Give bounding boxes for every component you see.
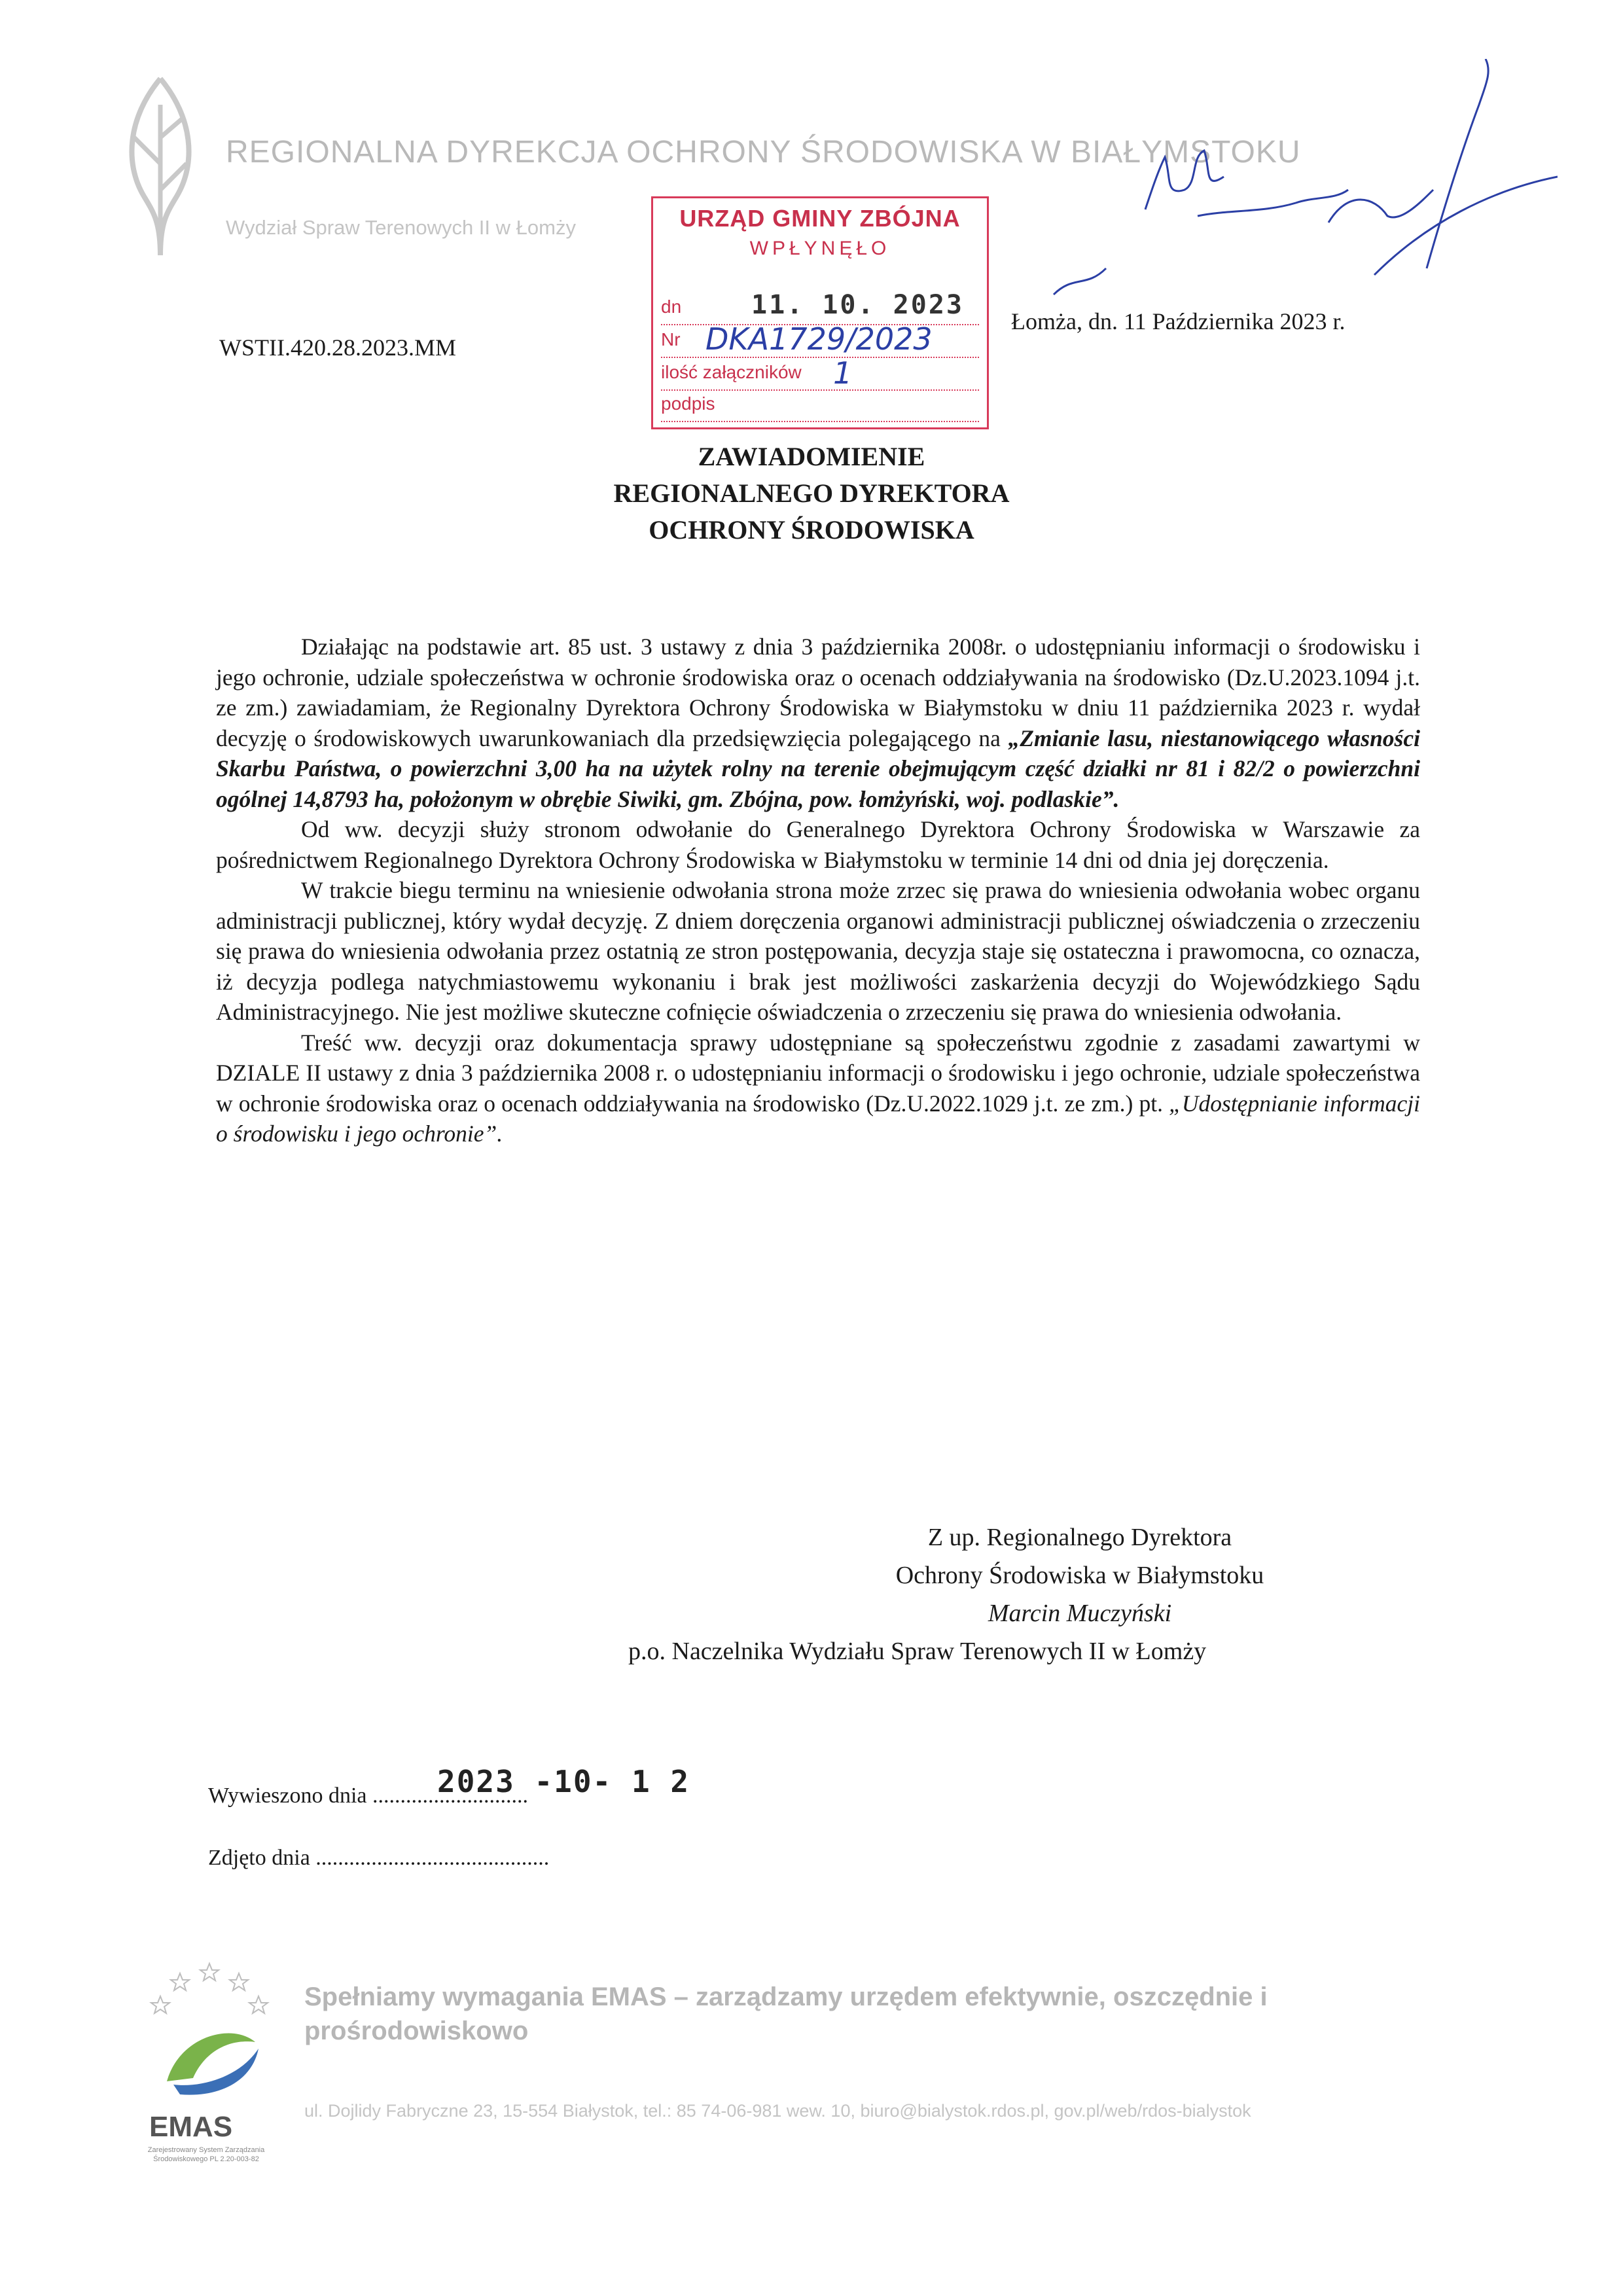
handwritten-annotation-icon (1034, 59, 1558, 334)
incoming-stamp (651, 196, 989, 429)
stamp-number-label: Nr (661, 329, 681, 350)
section-title: „Udostępnianie informacji o środowisku i jego ochronie”. (216, 1090, 1420, 1147)
reference-number: WSTII.420.28.2023.MM (219, 334, 456, 361)
place-and-date: Łomża, dn. 11 Października 2023 r. (1011, 308, 1346, 334)
removed-label: Zdjęto dnia .......................................... (208, 1846, 550, 1870)
posted-label: Wywieszono dnia ............................ (208, 1784, 528, 1808)
stamp-title: URZĄD GMINY ZBÓJNA (679, 205, 961, 232)
department-name: Wydział Spraw Terenowych II w Łomży (226, 216, 576, 239)
stamp-date-label: dn (661, 296, 682, 317)
paragraph-1-text: Działając na podstawie art. 85 ust. 3 ustawy z dnia 3 października 2008r. o udostępnianiu informacji o środowisku i jego ochronie, udziale społeczeństwa w ochronie środowiska oraz o ocenach oddziaływania na środowisko (Dz.U.2023.1094 j.t. ze zm.) zawiadamiam, że Regionalny Dyrektora Ochrony Środowiska w Białymstoku w dniu 11 października 2023 r. wydał decyzję o środowiskowych uwarunkowaniach dla przedsięwzięcia polegającego na (216, 634, 1420, 751)
stamp-received: WPŁYNĘŁO (749, 238, 891, 259)
signatory-position: p.o. Naczelnika Wydziału Spraw Terenowych II w Łomży (628, 1638, 1207, 1665)
project-description: „Zmianie lasu, niestanowiącego własności Skarbu Państwa, o powierzchni 3,00 ha na użytek rolny na terenie obejmującym część działki nr 81 i 82/2 o powierzchni ogólnej 14,8793 ha, położonym w obrębie Siwiki, gm. Zbójna, pow. łomżyński, woj. podlaskie”. (216, 725, 1420, 812)
signature-line-2: Ochrony Środowiska w Białymstoku (895, 1562, 1264, 1589)
stamp-attachments-row (661, 362, 979, 391)
paragraph-1 (216, 632, 1420, 814)
signatory-name: Marcin Muczyński (988, 1600, 1172, 1627)
emas-registration: Zarejestrowany System Zarządzania Środowiskowego PL 2.20-003-82 (147, 2146, 265, 2163)
stamp-number-value: DKA1729/2023 (705, 321, 933, 357)
paragraph-4 (216, 1028, 1420, 1149)
footer-slogan: Spełniamy wymagania EMAS – zarządzamy urzędem efektywnie, oszczędnie i prośrodowiskowo (304, 1982, 1268, 2045)
title-line-3: OCHRONY ŚRODOWISKA (649, 515, 974, 545)
title-line-1: ZAWIADOMIENIE (698, 442, 925, 471)
paragraph-3: W trakcie biegu terminu na wniesienie odwołania strona może zrzec się prawa do wniesienia odwołania wobec organu administracji publicznej, który wydał decyzję. Z dniem doręczenia organowi administracji publicznej oświadczenia o zrzeczeniu się prawa do wniesienia odwołania przez ostatnią ze stron postępowania, decyzja staje się ostateczna i prawomocna, co oznacza, iż decyzja podlega natychmiastowemu wykonaniu i brak jest możliwości zaskarżenia decyzji do Wojewódzkiego Sądu Administracyjnego. Nie jest możliwe skuteczne cofnięcie oświadczenia o zrzeczeniu się prawa do wniesienia odwołania. (216, 877, 1420, 1025)
posted-date-stamp: 2023 -10- 1 2 (437, 1764, 690, 1799)
emas-label: EMAS (149, 2111, 233, 2143)
document-title (0, 439, 1623, 548)
signature-line-1: Z up. Regionalnego Dyrektora (927, 1524, 1232, 1551)
stamp-attachments-value: 1 (833, 355, 853, 391)
rdos-leaf-logo-icon (115, 65, 206, 262)
paragraph-2: Od ww. decyzji służy stronom odwołanie do Generalnego Dyrektora Ochrony Środowiska w Warszawie za pośrednictwem Regionalnego Dyrektora Ochrony Środowiska w Białymstoku w terminie 14 dni od dnia jej doręczenia. (216, 816, 1420, 873)
signature-block (628, 1518, 1440, 1670)
document-body (216, 632, 1420, 1149)
stamp-attachments-label: ilość załączników (661, 362, 802, 382)
stamp-date-value: 11. 10. 2023 (751, 290, 964, 320)
title-line-2: REGIONALNEGO DYREKTORA (613, 478, 1010, 508)
footer-address: ul. Dojlidy Fabryczne 23, 15-554 Białystok, tel.: 85 74-06-981 wew. 10, biuro@bialystok.rdos.pl, gov.pl/web/rdos-bialystok (304, 2101, 1251, 2121)
stamp-signature-label: podpis (661, 393, 715, 414)
organization-name: REGIONALNA DYREKCJA OCHRONY ŚRODOWISKA W BIAŁYMSTOKU (226, 135, 1301, 170)
stamp-signature-row (661, 393, 979, 422)
paragraph-4-text: Treść ww. decyzji oraz dokumentacja sprawy udostępniane są społeczeństwu zgodnie z zasadami zawartymi w DZIALE II ustawy z dnia 3 października 2008 r. o udostępnianiu informacji o środowisku i jego ochronie, udziale społeczeństwa w ochronie środowiska oraz o ocenach oddziaływania na środowisko (Dz.U.2022.1029 j.t. ze zm.) pt. (216, 1029, 1420, 1117)
